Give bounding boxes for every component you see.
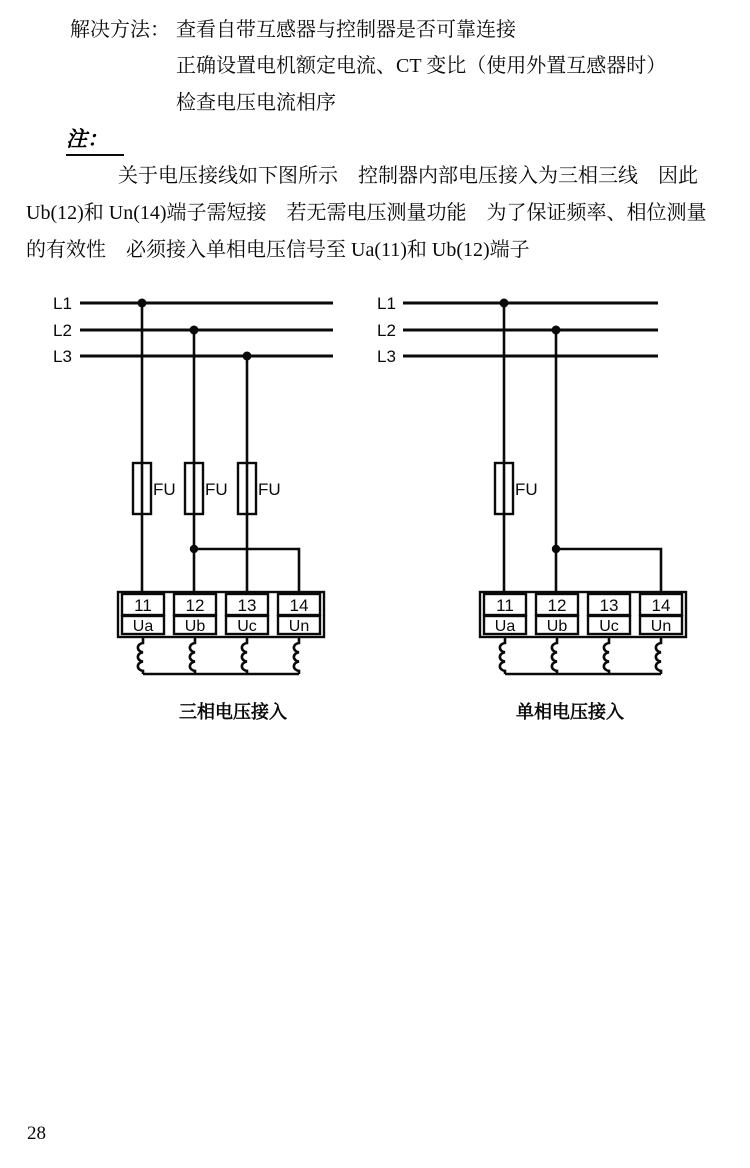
fuse-label: FU bbox=[205, 480, 228, 499]
coil-symbol bbox=[500, 637, 505, 674]
terminal-name: Uc bbox=[237, 618, 257, 635]
phase-label-l1: L1 bbox=[377, 294, 396, 313]
terminal-strip bbox=[480, 592, 686, 637]
coil-symbol bbox=[190, 637, 195, 674]
note-heading: 注： bbox=[66, 123, 124, 156]
coil-symbol bbox=[656, 637, 661, 674]
terminal-name: Uc bbox=[599, 618, 619, 635]
phase-label-l3: L3 bbox=[377, 347, 396, 366]
link-wire-un bbox=[556, 549, 661, 592]
fuse-label: FU bbox=[153, 480, 176, 499]
terminal-number: 14 bbox=[651, 596, 671, 615]
note-paragraph-line-1: 关于电压接线如下图所示 控制器内部电压接入为三相三线 因此 bbox=[118, 165, 698, 187]
terminal-name: Ub bbox=[184, 618, 206, 635]
terminal-name: Un bbox=[650, 618, 672, 635]
phase-label-l3: L3 bbox=[53, 347, 72, 366]
solution-item-2: 正确设置电机额定电流、CT 变比（使用外置互感器时） bbox=[176, 55, 667, 77]
single-phase-diagram bbox=[377, 294, 686, 722]
page-number: 28 bbox=[27, 1123, 46, 1144]
diagram-caption-right: 单相电压接入 bbox=[516, 702, 624, 722]
terminal-name: Ua bbox=[132, 618, 154, 635]
terminal-name: Un bbox=[288, 618, 310, 635]
coil-symbol bbox=[138, 637, 143, 674]
solution-item-1: 查看自带互感器与控制器是否可靠连接 bbox=[176, 19, 516, 41]
terminal-number: 13 bbox=[237, 596, 257, 615]
coil-symbol bbox=[242, 637, 247, 674]
terminal-name: Ub bbox=[546, 618, 568, 635]
terminal-number: 12 bbox=[185, 596, 205, 615]
coil-symbol bbox=[604, 637, 609, 674]
phase-label-l2: L2 bbox=[53, 321, 72, 340]
note-paragraph-line-3: 的有效性 必须接入单相电压信号至 Ua(11)和 Ub(12)端子 bbox=[26, 239, 530, 261]
solution-label: 解决方法： bbox=[70, 19, 170, 41]
solution-item-3: 检查电压电流相序 bbox=[176, 92, 336, 114]
terminal-number: 13 bbox=[599, 596, 619, 615]
phase-label-l1: L1 bbox=[53, 294, 72, 313]
terminal-name: Ua bbox=[494, 618, 516, 635]
fuse-label: FU bbox=[258, 480, 281, 499]
note-paragraph-line-2: Ub(12)和 Un(14)端子需短接 若无需电压测量功能 为了保证频率、相位测量 bbox=[26, 202, 707, 224]
phase-label-l2: L2 bbox=[377, 321, 396, 340]
coil-symbol bbox=[294, 637, 299, 674]
terminal-number: 12 bbox=[547, 596, 567, 615]
three-phase-diagram bbox=[53, 294, 333, 722]
terminal-number: 11 bbox=[496, 596, 514, 615]
terminal-number: 14 bbox=[289, 596, 309, 615]
diagram-caption-left: 三相电压接入 bbox=[179, 702, 287, 722]
terminal-strip bbox=[118, 592, 324, 637]
terminal-number: 11 bbox=[134, 596, 152, 615]
coil-symbol bbox=[552, 637, 557, 674]
fuse-label: FU bbox=[515, 480, 538, 499]
